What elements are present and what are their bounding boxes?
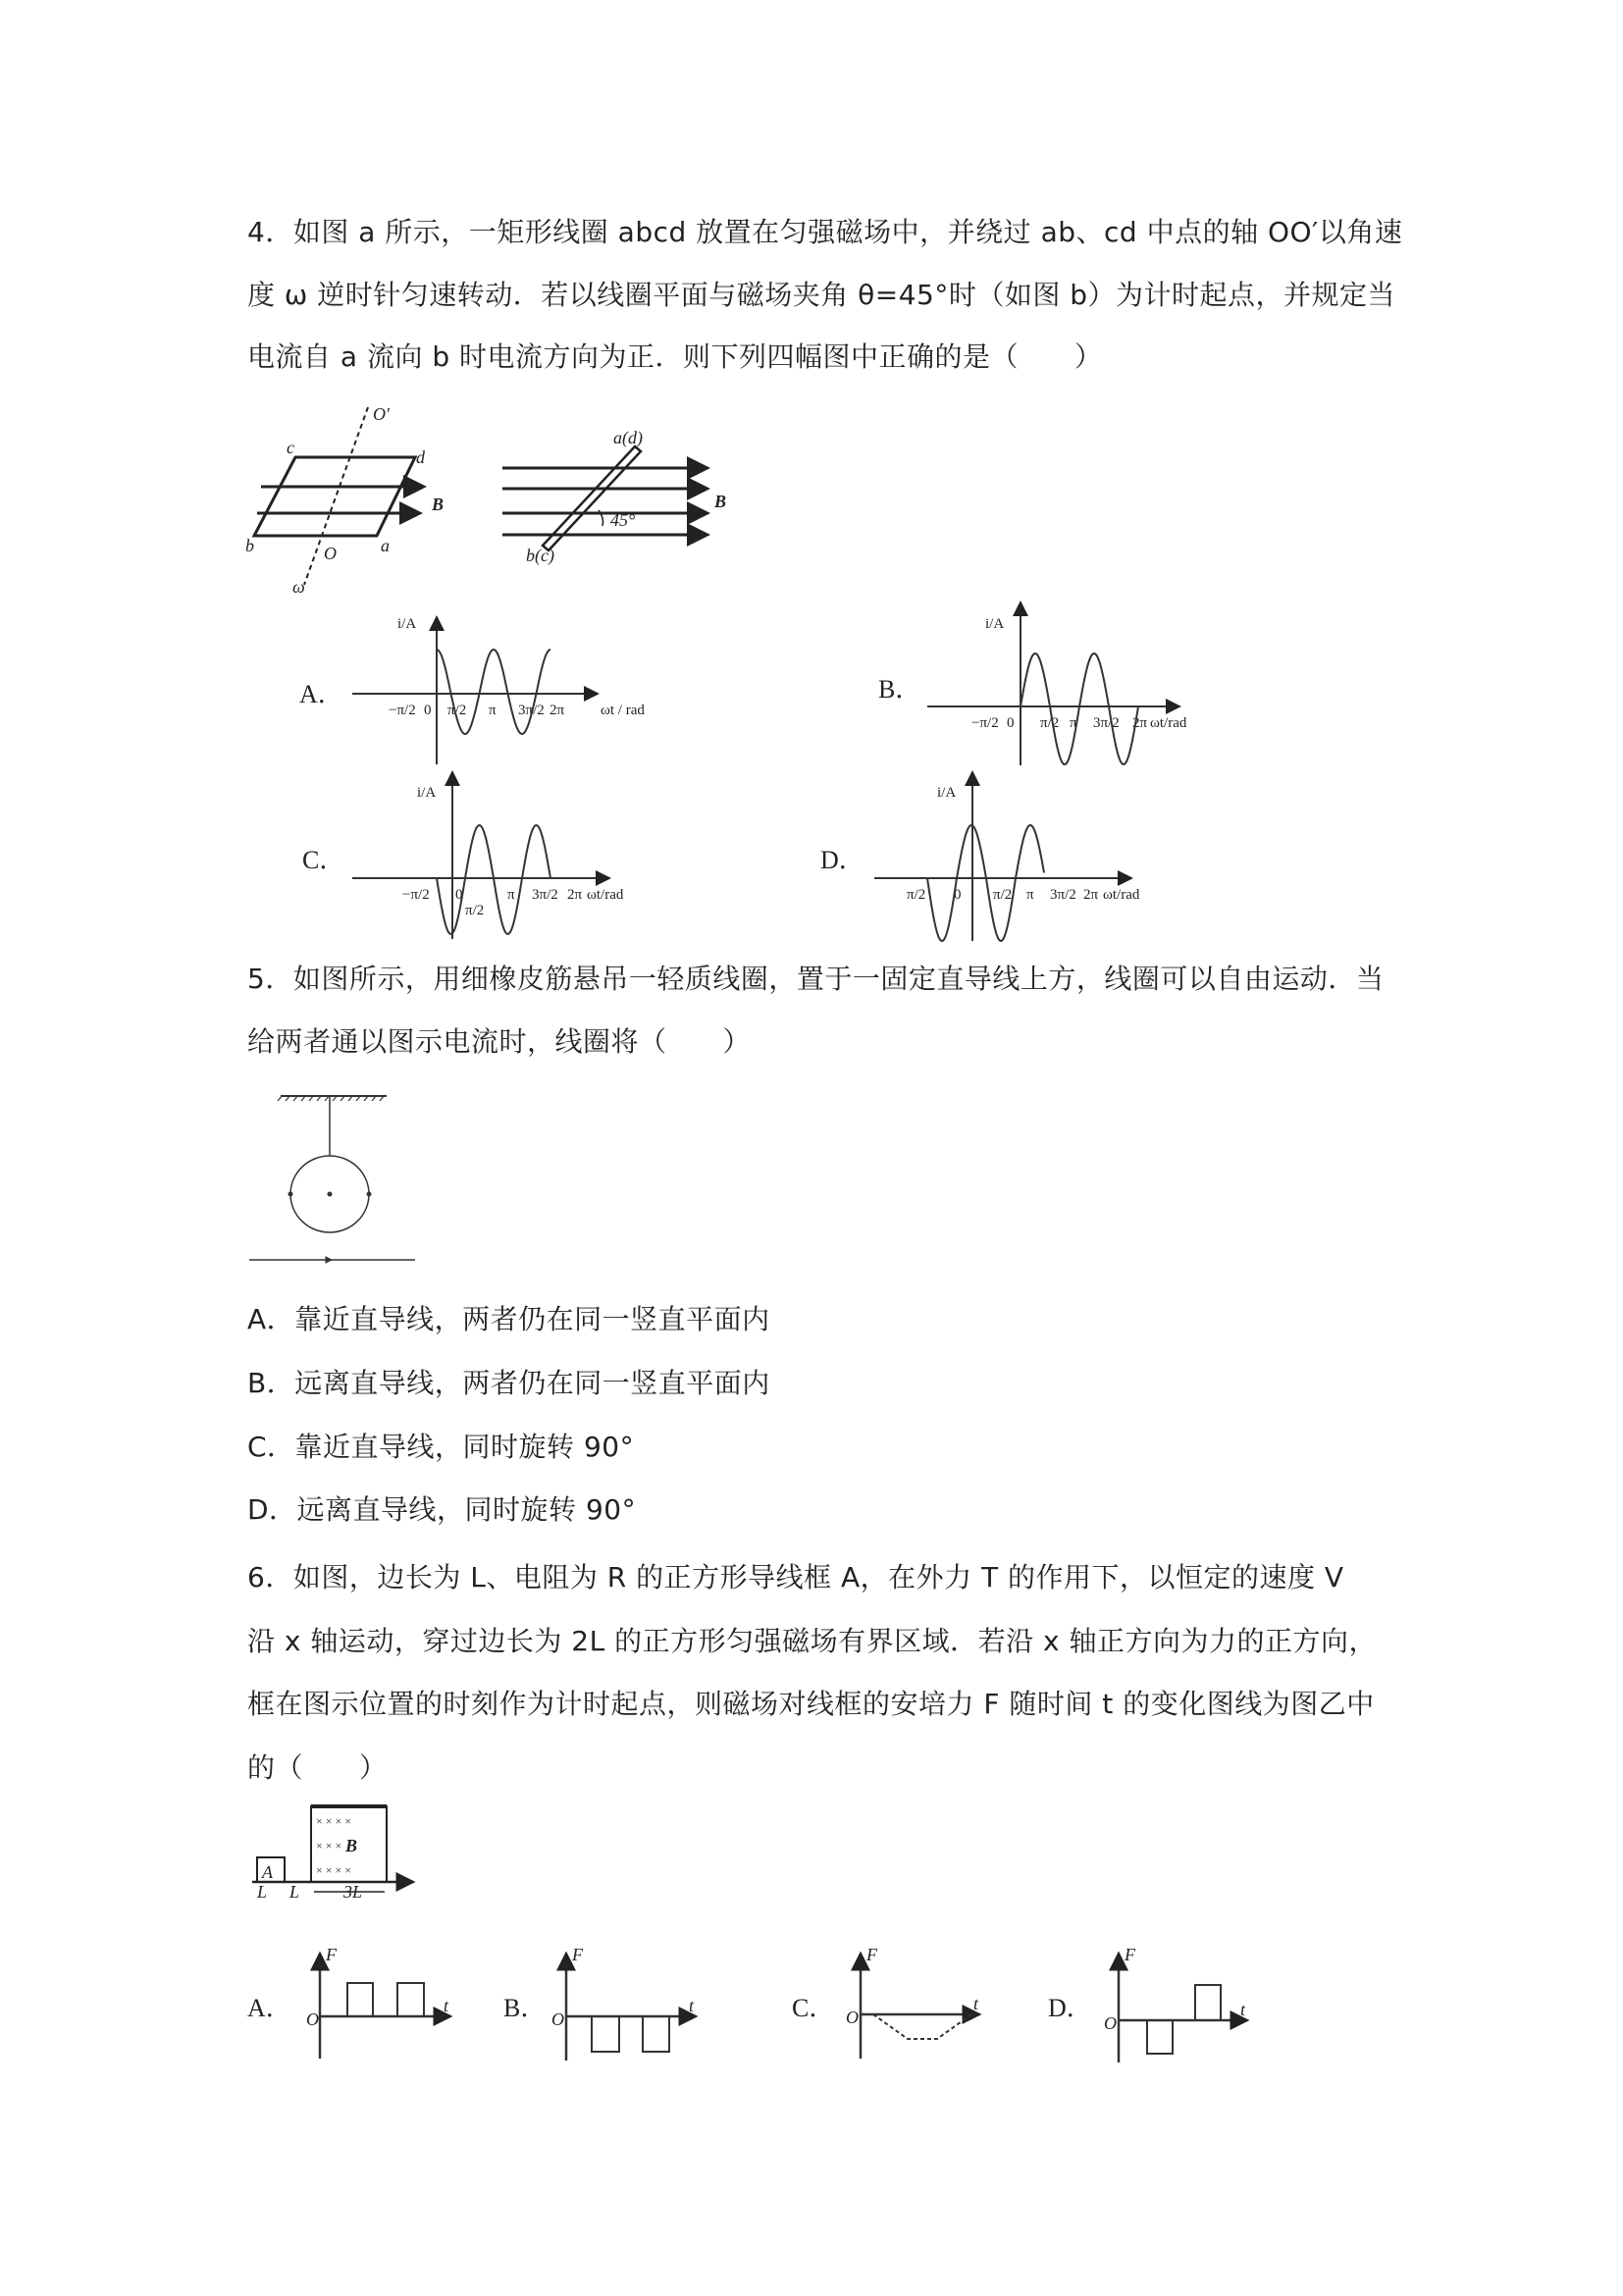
label-o: O xyxy=(324,544,337,563)
tick-label: 0 xyxy=(455,887,463,903)
q6-line-2: 沿 x 轴运动，穿过边长为 2L 的正方形匀强磁场有界区域．若沿 x 轴正方向为力的正方向， xyxy=(247,1625,1377,1657)
label-a-d: a(d) xyxy=(613,428,643,447)
x-axis-label: t xyxy=(1240,2000,1246,2019)
origin-label: O xyxy=(846,2008,859,2027)
tick-label: 3π/2 xyxy=(518,703,545,718)
label-field-b: B xyxy=(714,492,727,511)
y-axis-label: i/A xyxy=(937,785,957,801)
q4-line-2: 度 ω 逆时针匀速转动．若以线圈平面与磁场夹角 θ=45°时（如图 b）为计时起点，并规定当 xyxy=(247,279,1396,311)
dimension-label: L xyxy=(289,1882,300,1902)
x-axis-label: ωt / rad xyxy=(601,703,645,718)
label-d: d xyxy=(416,447,425,467)
svg-text:× × ×: × × × xyxy=(316,1839,342,1852)
current-curve xyxy=(1021,653,1138,764)
current-arrow-icon xyxy=(326,1257,332,1263)
coil-center-dot xyxy=(328,1192,332,1196)
q6-option-c-graph xyxy=(792,1945,979,2059)
q4-figure-b xyxy=(502,428,726,566)
tick-label: π/2 xyxy=(993,887,1013,903)
tick-label: −π/2 xyxy=(389,703,416,718)
q4-option-a-graph xyxy=(299,616,645,764)
label-omega: ω xyxy=(292,577,305,597)
frame-label: A xyxy=(262,1862,273,1882)
tick-label: 2π xyxy=(1083,887,1099,903)
x-axis-label: t xyxy=(973,1994,979,2013)
x-axis-label: ωt/rad xyxy=(1150,715,1187,731)
q5-line-1: 5．如图所示，用细橡皮筋悬吊一轻质线圈，置于一固定直导线上方，线圈可以自由运动．当 xyxy=(247,963,1385,995)
y-axis-label: i/A xyxy=(397,616,417,632)
svg-text:× × × ×: × × × × xyxy=(316,1863,352,1877)
label-b-c: b(c) xyxy=(526,546,554,565)
y-axis-label: F xyxy=(866,1945,877,1964)
option-label: D． xyxy=(820,846,864,874)
tick-label: 3π/2 xyxy=(1093,715,1120,731)
origin-label: O xyxy=(306,2009,319,2029)
tick-label: 0 xyxy=(424,703,432,718)
q6-option-a-graph xyxy=(247,1945,450,2059)
tick-label: π/2 xyxy=(907,887,926,903)
option-label: C． xyxy=(792,1994,835,2022)
tick-label: −π/2 xyxy=(402,887,430,903)
origin-label: O xyxy=(1104,2013,1117,2033)
tick-label: π/2 xyxy=(1040,715,1060,731)
q6-option-b-graph xyxy=(503,1945,696,2061)
tick-label: 3π/2 xyxy=(1050,887,1076,903)
q5-option-a: A．靠近直导线，两者仍在同一竖直平面内 xyxy=(247,1303,770,1335)
y-axis-label: F xyxy=(1125,1945,1135,1964)
q6-option-d-graph xyxy=(1048,1945,1247,2062)
x-axis-label: t xyxy=(444,1996,449,2015)
dimension-label: 3L xyxy=(343,1882,363,1902)
current-curve xyxy=(437,825,550,934)
svg-text:× × × ×: × × × × xyxy=(316,1814,352,1828)
q4-line-3: 电流自 a 流向 b 时电流方向为正．则下列四幅图中正确的是（ ） xyxy=(247,340,1103,373)
force-curve xyxy=(592,2016,669,2052)
label-b: b xyxy=(245,536,254,555)
y-axis-label: i/A xyxy=(417,785,437,801)
y-axis-label: i/A xyxy=(985,616,1005,632)
q4-option-d-graph xyxy=(820,772,1140,941)
tick-label: 3π/2 xyxy=(532,887,558,903)
tick-label: π xyxy=(489,703,497,718)
label-o-prime: O′ xyxy=(373,404,390,424)
tick-label: 0 xyxy=(954,887,962,903)
label-field-b: B xyxy=(432,495,445,514)
tick-label: π xyxy=(1070,715,1077,731)
dimension-label: L xyxy=(257,1882,268,1902)
q6-line-4: 的（ ） xyxy=(247,1751,388,1784)
label-a: a xyxy=(381,536,390,555)
tick-label: 2π xyxy=(1132,715,1148,731)
tick-label: −π/2 xyxy=(971,715,999,731)
q5-figure xyxy=(249,1095,415,1263)
origin-label: O xyxy=(551,2009,564,2029)
q5-option-c: C．靠近直导线，同时旋转 90° xyxy=(247,1431,635,1463)
x-axis-label: ωt/rad xyxy=(587,887,624,903)
x-axis-label: t xyxy=(689,1996,695,2015)
tick-label: π/2 xyxy=(465,903,485,918)
option-label: A． xyxy=(299,680,343,708)
option-label: B． xyxy=(878,675,921,704)
angle-label: 45° xyxy=(610,510,636,530)
y-axis-label: F xyxy=(572,1945,583,1964)
current-curve xyxy=(927,825,1044,941)
q6-line-3: 框在图示位置的时刻作为计时起点，则磁场对线框的安培力 F 随时间 t 的变化图线为图乙中 xyxy=(247,1688,1375,1720)
q6-line-1: 6．如图，边长为 L、电阻为 R 的正方形导线框 A，在外力 T 的作用下，以恒定的速度 V xyxy=(247,1561,1344,1593)
q6-figure xyxy=(252,1806,413,1902)
field-label: B xyxy=(345,1836,358,1855)
tick-label: π xyxy=(1026,887,1034,903)
option-label: A． xyxy=(247,1994,291,2022)
current-curve xyxy=(437,650,550,734)
q5-line-2: 给两者通以图示电流时，线圈将（ ） xyxy=(247,1025,752,1058)
q4-option-c-graph xyxy=(302,772,624,939)
tick-label: π xyxy=(507,887,515,903)
q5-option-d: D．远离直导线，同时旋转 90° xyxy=(247,1493,637,1526)
force-curve xyxy=(347,1983,424,2016)
x-axis-label: ωt/rad xyxy=(1103,887,1140,903)
tick-label: 2π xyxy=(550,703,565,718)
label-c: c xyxy=(287,438,294,457)
tick-label: 0 xyxy=(1007,715,1015,731)
option-label: D． xyxy=(1048,1994,1092,2022)
coil-rectangle xyxy=(254,457,415,536)
q4-line-1: 4．如图 a 所示，一矩形线圈 abcd 放置在匀强磁场中，并绕过 ab、cd 中点的轴 OO′以角速 xyxy=(247,216,1403,248)
q4-option-b-graph xyxy=(878,602,1187,765)
tick-label: 2π xyxy=(567,887,583,903)
tick-label: π/2 xyxy=(447,703,467,718)
q5-option-b: B．远离直导线，两者仍在同一竖直平面内 xyxy=(247,1367,770,1399)
option-label: C． xyxy=(302,846,345,874)
y-axis-label: F xyxy=(326,1945,337,1964)
force-curve xyxy=(873,2014,971,2039)
option-label: B． xyxy=(503,1994,547,2022)
q4-figure-a xyxy=(245,404,444,597)
